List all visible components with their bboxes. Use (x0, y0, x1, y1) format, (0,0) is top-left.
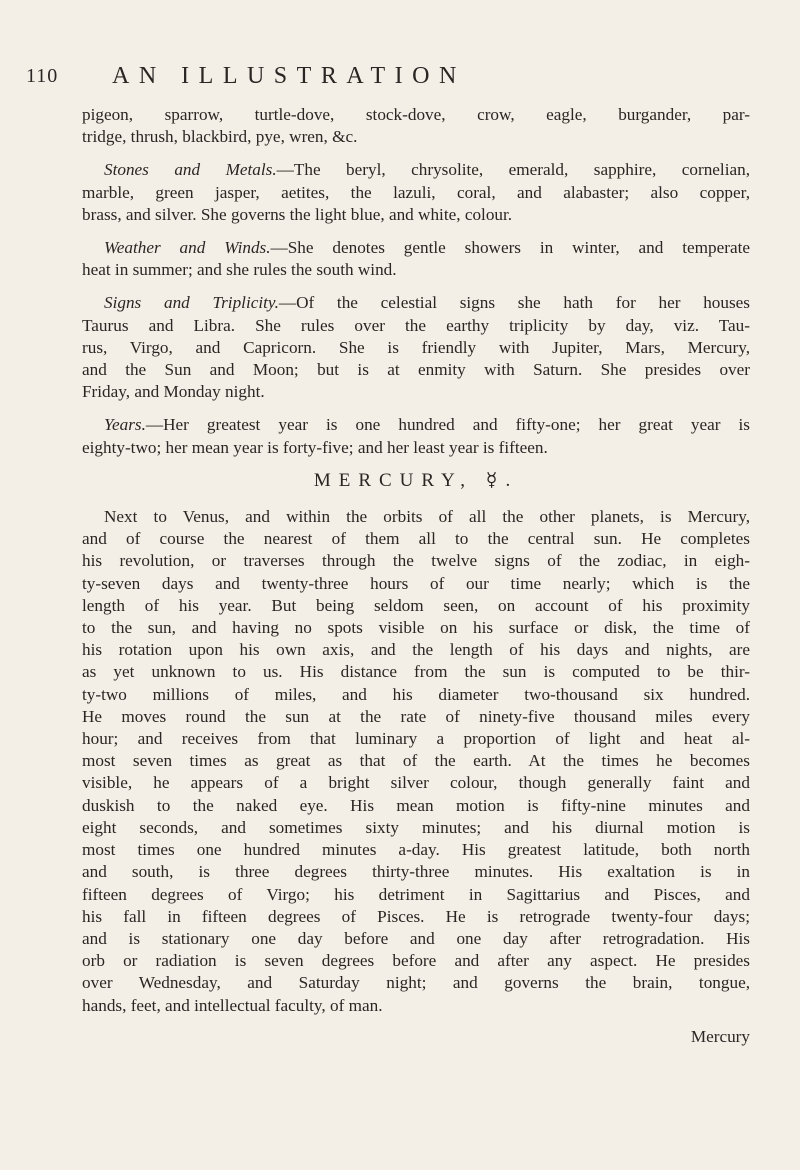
text-line: hands, feet, and intellectual faculty, of man. (82, 995, 383, 1015)
text-line: Friday, and Monday night. (82, 382, 265, 402)
text-line (82, 414, 750, 436)
mercury-section-heading: MERCURY, ☿. (313, 469, 519, 491)
paragraph-text: —The beryl, chrysolite, emerald, sapphire, cornelian, (276, 160, 751, 180)
text-line: as yet unknown to us. His distance from the sun is computed to be thir- (82, 662, 750, 682)
text-line: ty-seven days and twenty-three hours of our time nearly; which is the (82, 573, 750, 593)
text-line: marble, green jasper, aetites, the lazuli, coral, and alabaster; also copper, (82, 182, 750, 202)
years-heading: Years. (104, 415, 146, 435)
signs-triplicity-paragraph (82, 292, 750, 403)
years-paragraph (82, 414, 750, 458)
running-head: AN ILLUSTRATION (112, 63, 466, 89)
page-number: 110 (26, 65, 59, 87)
text-line: and south, is three degrees thirty-three minutes. His exaltation is in (82, 862, 750, 882)
stones-metals-paragraph (82, 159, 750, 226)
mercury-paragraph (82, 506, 750, 1017)
text-line: eighty-two; her mean year is forty-five; and her least year is fifteen. (82, 437, 548, 457)
text-line (82, 237, 750, 259)
text-line: fifteen degrees of Virgo; his detriment in Sagittarius and Pisces, and (82, 884, 750, 904)
text-line: pigeon, sparrow, turtle-dove, stock-dove, crow, eagle, burgander, par- (82, 105, 750, 124)
text-line: to the sun, and having no spots visible on his surface or disk, the time of (82, 618, 750, 638)
paragraph-text: —She denotes gentle showers in winter, and temperate (270, 238, 751, 258)
text-line: his rotation upon his own axis, and the length of his days and nights, are (82, 640, 750, 660)
paragraph-text: —Her greatest year is one hundred and fifty-one; her great year is (145, 415, 750, 435)
text-line: orb or radiation is seven degrees before and after any aspect. He presides (82, 951, 750, 971)
weather-winds-heading: Weather and Winds. (104, 238, 271, 258)
text-line (82, 292, 750, 314)
text-line: visible, he appears of a bright silver colour, though generally faint and (82, 773, 750, 793)
weather-winds-paragraph (82, 237, 750, 281)
birds-paragraph-end (82, 104, 750, 148)
text-line: and of course the nearest of them all to the central sun. He completes (82, 529, 750, 549)
text-line: eight seconds, and sometimes sixty minutes; and his diurnal motion is (82, 817, 750, 837)
text-line: ty-two millions of miles, and his diameter two-thousand six hundred. (82, 684, 750, 704)
text-line: duskish to the naked eye. His mean motion is fifty-nine minutes and (82, 795, 750, 815)
text-line: brass, and silver. She governs the light blue, and white, colour. (82, 204, 513, 224)
text-line: and the Sun and Moon; but is at enmity with Saturn. She presides over (82, 360, 750, 380)
text-line: over Wednesday, and Saturday night; and governs the brain, tongue, (82, 973, 750, 993)
text-line: length of his year. But being seldom seen, on account of his proximity (82, 595, 750, 615)
text-line: tridge, thrush, blackbird, pye, wren, &c. (82, 127, 358, 147)
text-line: most times one hundred minutes a-day. His greatest latitude, both north (82, 840, 750, 860)
text-line: heat in summer; and she rules the south wind. (82, 260, 397, 280)
text-line: most seven times as great as that of the earth. At the times he becomes (82, 751, 750, 771)
page-body (82, 104, 750, 1048)
catchword: Mercury (690, 1026, 750, 1046)
text-line: rus, Virgo, and Capricorn. She is friendly with Jupiter, Mars, Mercury, (82, 337, 750, 357)
text-line: hour; and receives from that luminary a proportion of light and heat al- (82, 729, 750, 749)
text-line: Next to Venus, and within the orbits of all the other planets, is Mercury, (104, 507, 750, 527)
text-line: He moves round the sun at the rate of ninety-five thousand miles every (82, 706, 750, 726)
text-line: and is stationary one day before and one day after retrogradation. His (82, 928, 750, 948)
signs-triplicity-heading: Signs and Triplicity. (104, 293, 279, 313)
text-line: Taurus and Libra. She rules over the earthy triplicity by day, viz. Tau- (82, 315, 750, 335)
stones-metals-heading: Stones and Metals. (104, 160, 277, 180)
text-line (82, 159, 750, 181)
page-header (26, 63, 766, 93)
text-line: his fall in fifteen degrees of Pisces. He is retrograde twenty-four days; (82, 906, 750, 926)
paragraph-text: —Of the celestial signs she hath for her houses (278, 293, 750, 313)
text-line: his revolution, or traverses through the twelve signs of the zodiac, in eigh- (82, 551, 750, 571)
